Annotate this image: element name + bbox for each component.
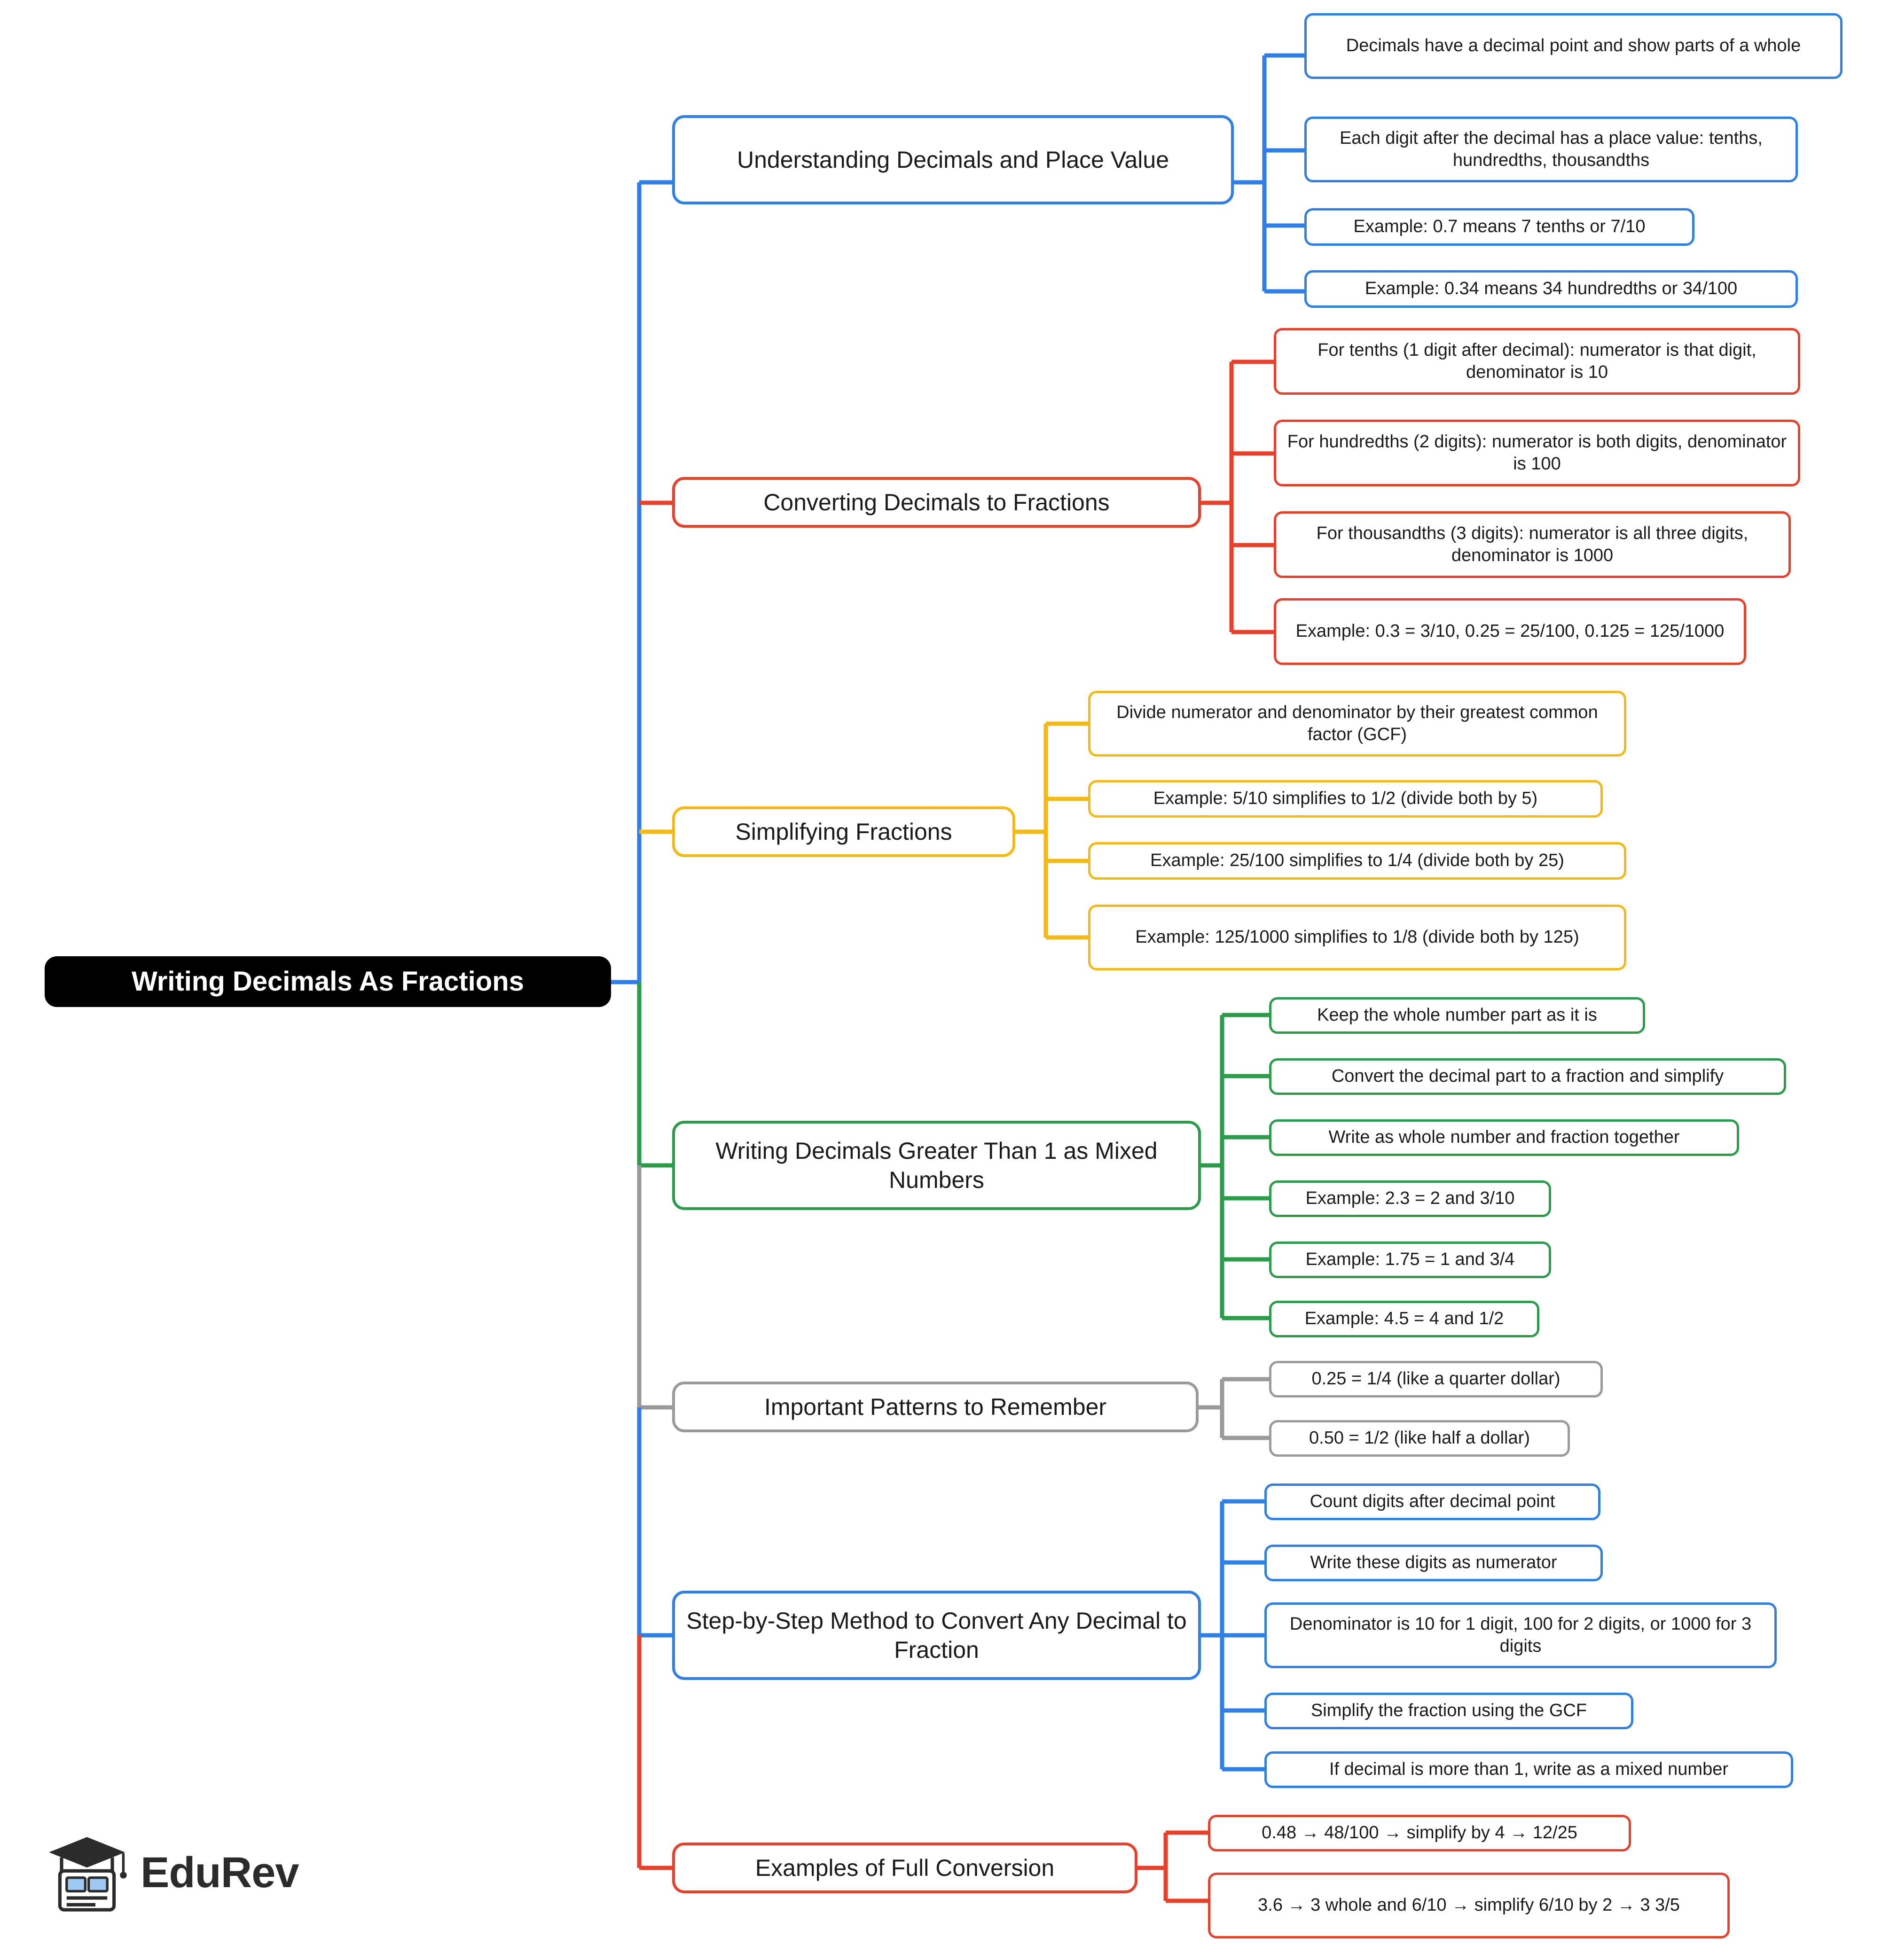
branch-label: Important Patterns to Remember: [764, 1393, 1107, 1420]
leaf-node[interactable]: [1269, 997, 1645, 1034]
leaf-node[interactable]: [1274, 598, 1746, 665]
leaf-node[interactable]: [1274, 420, 1800, 486]
leaf-label: Convert the decimal part to a fraction and simplify: [1331, 1066, 1724, 1086]
leaf-node[interactable]: [1269, 1180, 1551, 1217]
brand-name: EduRev: [141, 1848, 299, 1897]
branch-node-understanding-decimals[interactable]: [672, 115, 1234, 204]
leaf-node[interactable]: [1208, 1815, 1631, 1851]
leaf-label: Example: 2.3 = 2 and 3/10: [1305, 1188, 1515, 1209]
leaf-node[interactable]: [1274, 328, 1800, 395]
leaf-label: For hundredths (2 digits): numerator is both digits, denominator is 100: [1287, 431, 1787, 474]
leaf-label: Example: 25/100 simplifies to 1/4 (divide both by 25): [1150, 851, 1564, 871]
leaf-label: Example: 125/1000 simplifies to 1/8 (divide both by 125): [1135, 927, 1579, 947]
leaf-node[interactable]: [1088, 780, 1603, 818]
leaf-label: Each digit after the decimal has a place value: tenths, hundredths, thousandths: [1340, 128, 1763, 170]
leaf-label: Example: 0.34 means 34 hundredths or 34/100: [1364, 279, 1738, 299]
leaf-node[interactable]: [1088, 691, 1626, 757]
leaf-label: Example: 4.5 = 4 and 1/2: [1304, 1309, 1504, 1329]
branch-label: Converting Decimals to Fractions: [763, 489, 1110, 515]
root-label: Writing Decimals As Fractions: [132, 966, 524, 997]
leaf-node[interactable]: [1269, 1420, 1570, 1457]
leaf-label: Keep the whole number part as it is: [1317, 1005, 1597, 1025]
brand-logo: [45, 1819, 355, 1927]
leaf-label: Write as whole number and fraction together: [1328, 1127, 1680, 1148]
branch-node-step-by-step-method[interactable]: [672, 1591, 1201, 1680]
branch-label: Writing Decimals Greater Than 1 as Mixed Numbers: [715, 1137, 1158, 1193]
leaf-node[interactable]: [1304, 13, 1843, 79]
leaf-label: Simplify the fraction using the GCF: [1310, 1701, 1587, 1721]
leaf-label: If decimal is more than 1, write as a mixed number: [1329, 1759, 1728, 1780]
leaf-node[interactable]: [1304, 117, 1798, 182]
leaf-node[interactable]: [1304, 208, 1694, 246]
leaf-label: 0.50 = 1/2 (like half a dollar): [1309, 1428, 1530, 1448]
leaf-label: For tenths (1 digit after decimal): numerator is that digit, denominator is 10: [1317, 340, 1757, 382]
leaf-label: Example: 5/10 simplifies to 1/2 (divide both by 5): [1153, 789, 1538, 809]
leaf-node[interactable]: [1264, 1693, 1633, 1729]
leaf-node[interactable]: [1208, 1873, 1730, 1938]
branch-label: Simplifying Fractions: [735, 818, 952, 845]
leaf-node[interactable]: [1264, 1484, 1600, 1520]
branch-label: Understanding Decimals and Place Value: [737, 146, 1169, 173]
leaf-node[interactable]: [1264, 1602, 1777, 1668]
leaf-label: For thousandths (3 digits): numerator is all three digits, denominator is 1000: [1316, 523, 1749, 565]
branch-node-examples-full-conversion[interactable]: [672, 1843, 1137, 1893]
leaf-node[interactable]: [1304, 270, 1798, 308]
leaf-label: Example: 0.3 = 3/10, 0.25 = 25/100, 0.125 = 125/1000: [1295, 621, 1725, 641]
leaf-label: Count digits after decimal point: [1310, 1491, 1555, 1512]
root-node[interactable]: [45, 956, 611, 1007]
leaf-node[interactable]: [1088, 905, 1626, 970]
leaf-node[interactable]: [1269, 1119, 1739, 1156]
leaf-node[interactable]: [1264, 1545, 1603, 1581]
leaf-label: 0.25 = 1/4 (like a quarter dollar): [1311, 1369, 1560, 1389]
leaf-node[interactable]: [1274, 511, 1791, 578]
leaf-label: Decimals have a decimal point and show parts of a whole: [1346, 36, 1801, 56]
branch-node-simplifying-fractions[interactable]: [672, 806, 1015, 857]
leaf-label: 3.6 → 3 whole and 6/10 → simplify 6/10 by 2 → 3 3/5: [1258, 1895, 1680, 1915]
branch-label: Examples of Full Conversion: [755, 1854, 1055, 1881]
graduation-cap-book-icon: [45, 1830, 129, 1915]
branch-label: Step-by-Step Method to Convert Any Decimal to Fraction: [686, 1607, 1187, 1663]
leaf-node[interactable]: [1088, 842, 1626, 880]
leaf-node[interactable]: [1269, 1058, 1786, 1095]
branch-node-decimals-greater-than-one[interactable]: [672, 1121, 1201, 1210]
leaf-label: Write these digits as numerator: [1310, 1553, 1557, 1573]
leaf-node[interactable]: [1269, 1301, 1539, 1337]
leaf-label: Example: 0.7 means 7 tenths or 7/10: [1353, 217, 1646, 237]
leaf-label: Divide numerator and denominator by their greatest common factor (GCF): [1116, 702, 1598, 744]
branch-node-converting-decimals[interactable]: [672, 477, 1201, 528]
leaf-node[interactable]: [1269, 1361, 1603, 1398]
leaf-label: Denominator is 10 for 1 digit, 100 for 2 digits, or 1000 for 3 digits: [1289, 1614, 1752, 1656]
leaf-label: Example: 1.75 = 1 and 3/4: [1305, 1249, 1515, 1270]
branch-node-important-patterns[interactable]: [672, 1382, 1199, 1432]
leaf-label: 0.48 → 48/100 → simplify by 4 → 12/25: [1262, 1823, 1577, 1843]
leaf-node[interactable]: [1264, 1751, 1793, 1788]
leaf-node[interactable]: [1269, 1242, 1551, 1278]
